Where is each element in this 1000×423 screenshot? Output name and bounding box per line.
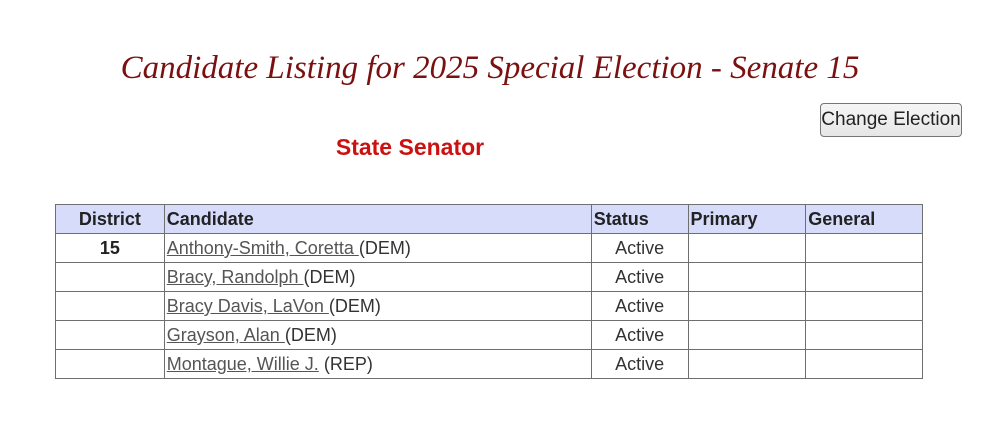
candidate-cell: [164, 263, 591, 292]
candidate-link[interactable]: Montague, Willie J.: [166, 354, 319, 374]
candidate-link[interactable]: Bracy, Randolph: [166, 267, 304, 287]
party-label: (DEM): [328, 296, 381, 316]
table-header-row: [56, 205, 923, 234]
party-label: (DEM): [358, 238, 411, 258]
column-header-status: Status: [591, 205, 688, 234]
primary-cell: [688, 263, 806, 292]
general-cell: [806, 292, 923, 321]
district-cell: [56, 350, 165, 379]
candidate-cell: [164, 292, 591, 321]
candidate-link[interactable]: Grayson, Alan: [166, 325, 285, 345]
candidate-cell: [164, 234, 591, 263]
column-header-general: General: [806, 205, 923, 234]
primary-cell: [688, 350, 806, 379]
table-row: [56, 234, 923, 263]
status-cell: Active: [591, 234, 688, 263]
general-cell: [806, 350, 923, 379]
status-cell: Active: [591, 321, 688, 350]
page-title: Candidate Listing for 2025 Special Election - Senate 15: [120, 50, 860, 86]
table-row: [56, 292, 923, 321]
primary-cell: [688, 321, 806, 350]
column-header-district: District: [56, 205, 165, 234]
table-row: [56, 350, 923, 379]
column-header-candidate: Candidate: [164, 205, 591, 234]
candidate-cell: [164, 350, 591, 379]
district-cell: 15: [56, 234, 165, 263]
party-label: (REP): [323, 354, 373, 374]
candidate-link[interactable]: Anthony-Smith, Coretta: [166, 238, 359, 258]
general-cell: [806, 321, 923, 350]
candidate-cell: [164, 321, 591, 350]
party-label: (DEM): [284, 325, 337, 345]
candidate-table: [55, 204, 923, 379]
primary-cell: [688, 234, 806, 263]
district-cell: [56, 263, 165, 292]
district-cell: [56, 292, 165, 321]
column-header-primary: Primary: [688, 205, 806, 234]
general-cell: [806, 263, 923, 292]
status-cell: Active: [591, 350, 688, 379]
status-cell: Active: [591, 263, 688, 292]
district-cell: [56, 321, 165, 350]
candidate-link[interactable]: Bracy Davis, LaVon: [166, 296, 329, 316]
primary-cell: [688, 292, 806, 321]
change-election-button[interactable]: Change Election: [820, 103, 962, 137]
office-heading: State Senator: [335, 134, 485, 160]
table-row: [56, 321, 923, 350]
status-cell: Active: [591, 292, 688, 321]
general-cell: [806, 234, 923, 263]
party-label: (DEM): [303, 267, 356, 287]
table-row: [56, 263, 923, 292]
